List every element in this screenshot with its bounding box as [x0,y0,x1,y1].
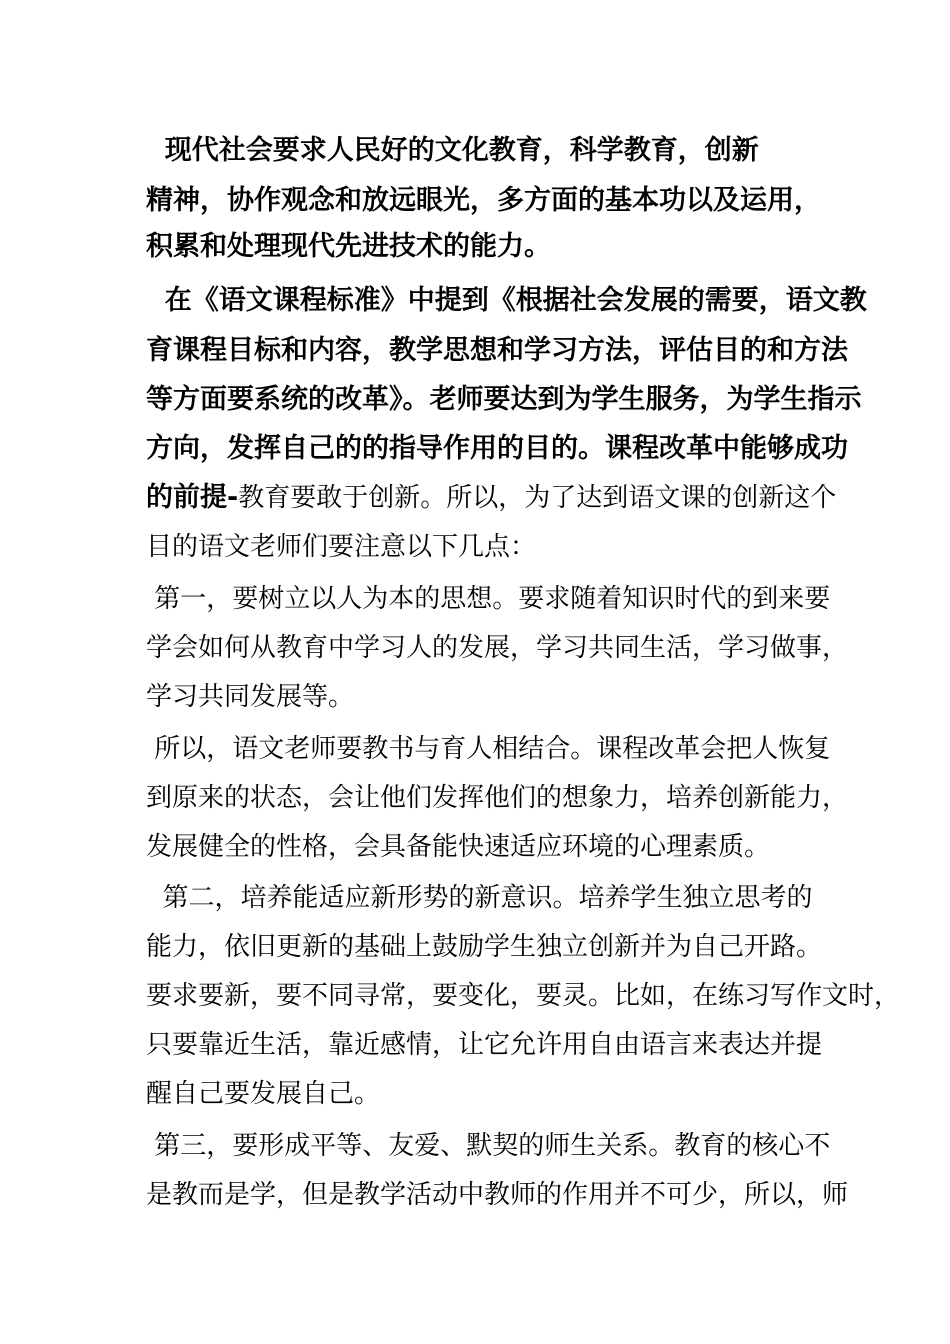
paragraph-line [146,1025,823,1065]
paragraph-line [146,478,837,518]
paragraph-line [146,976,901,1016]
text-run: 等方面要系统的改革》。老师要达到为学生服务，为学生指示 [146,384,862,415]
text-run: 所以，语文老师要教书与育人相结合。课程改革会把人恢复 [146,734,831,764]
text-run: 学习共同发展等。 [146,682,355,712]
text-run: 方向，发挥自己的的指导作用的目的。课程改革中能够成功 [146,433,848,464]
paragraph-line [146,1074,810,1114]
text-run: 第三，要形成平等、友爱、默契的师生关系。教育的核心不 [146,1131,831,1161]
text-run: 现代社会要求人民好的文化教育，科学教育，创新 [146,135,759,166]
text-run: 精神，协作观念和放远眼光，多方面的基本功以及运用， [146,185,821,216]
text-run: 能力，依旧更新的基础上鼓励学生独立创新并为自己开路。 [146,932,823,962]
paragraph-line [146,1175,849,1215]
text-run: 发展健全的性格，会具备能快速适应环境的心理素质。 [146,832,771,862]
paragraph-line [146,778,849,818]
text-run: 育课程目标和内容，教学思想和学习方法，评估目的和方法 [146,335,848,366]
text-run: 到原来的状态，会让他们发挥他们的想象力，培养创新能力， [146,783,849,813]
paragraph-line [146,331,848,371]
text-run: 的前提- [146,482,239,513]
paragraph-line [146,827,810,867]
paragraph-line [146,878,813,918]
text-run: 只要靠近生活，靠近感情，让它允许用自由语言来表达并提 [146,1030,823,1060]
text-run: 第二，培养能适应新形势的新意识。培养学生独立思考的 [146,883,813,913]
paragraph-line [146,181,821,221]
text-run: 积累和处理现代先进技术的能力。 [146,231,551,262]
paragraph-line [146,227,810,267]
paragraph-line [146,1126,831,1166]
text-run: 第一，要树立以人为本的思想。要求随着知识时代的到来要 [146,584,831,614]
paragraph-line [146,927,823,967]
paragraph-line [146,628,849,668]
text-run: 醒自己要发展自己。 [146,1079,381,1109]
paragraph-line [146,527,810,567]
paragraph-line [146,429,848,469]
paragraph-line [146,380,862,420]
text-run: 目的语文老师们要注意以下几点： [146,532,537,562]
text-run: 在《语文课程标准》中提到《根据社会发展的需要，语文教 [146,285,867,316]
text-run: 学会如何从教育中学习人的发展，学习共同生活，学习做事， [146,633,849,663]
paragraph-line [146,579,831,619]
paragraph-line [146,281,867,321]
text-run: 教育要敢于创新。所以，为了达到语文课的创新这个 [238,483,837,513]
paragraph-line [146,131,810,171]
paragraph-line [146,729,831,769]
text-run: 是教而是学，但是教学活动中教师的作用并不可少，所以，师 [146,1180,849,1210]
text-run: 要求要新，要不同寻常，要变化，要灵。比如，在练习写作文时， [146,981,901,1011]
paragraph-line [146,677,810,717]
